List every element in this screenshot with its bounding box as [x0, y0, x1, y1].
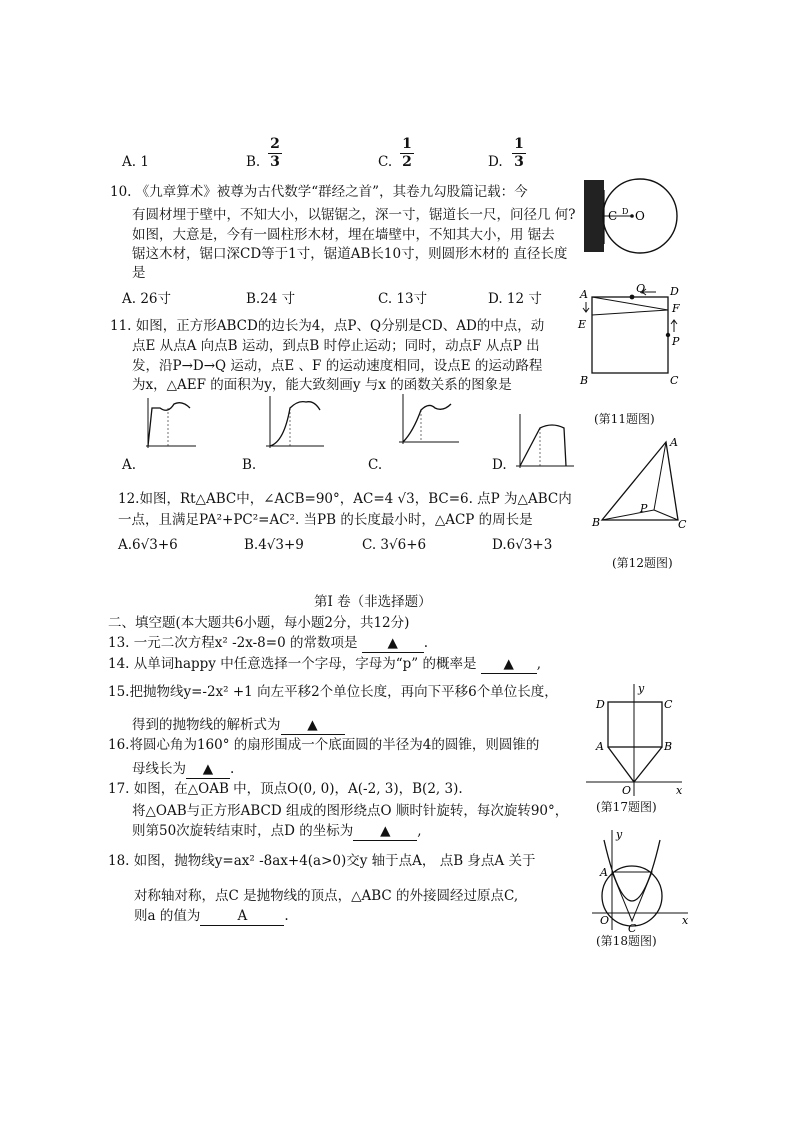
q18-label-o: O [600, 914, 610, 927]
q11-line-af [592, 297, 668, 310]
q10-line-1: 10. 《九章算术》被尊为古代数学“群经之首”，其卷九勾股篇记载：今 [110, 184, 528, 200]
q17-label-o: O [622, 784, 632, 797]
q18-circumcircle [602, 866, 662, 926]
q11-option-c: C. [368, 457, 383, 473]
q17-line-2: 将△OAB与正方形ABCD 组成的图形绕点O 顺时针旋转，每次旋转90°， [132, 803, 569, 819]
q11-label-q: Q [636, 282, 646, 295]
q15-line-1: 15.把抛物线y=-2x² +1 向左平移2个单位长度，再向下平移6个单位长度， [108, 684, 558, 700]
q12-line-1: 12.如图，Rt△ABC中，∠ACB=90°，AC=4 √3，BC=6. 点P 为△ABC内 [118, 491, 572, 507]
q11-label-d: D [670, 285, 679, 298]
q18-label-c: C [628, 922, 637, 935]
q11-option-b: B. [242, 457, 257, 473]
q12-label-c: C [678, 518, 687, 531]
q12-label-a: A [670, 436, 678, 449]
q9-option-b-fraction: 2 3 [268, 137, 282, 170]
q11-line-2: 点E 从点A 向点B 运动，到点B 时停止运动；同时，动点F 从点P 出 [132, 338, 540, 354]
q12-label-p: P [640, 502, 648, 515]
q11-line-1: 11. 如图，正方形ABCD的边长为4，点P、Q分别是CD、AD的中点，动 [110, 318, 545, 334]
q13-answer-blank[interactable]: ▲ [362, 634, 424, 653]
q11-label-a: A [580, 288, 588, 301]
q11-line-4: 为x，△AEF 的面积为y，能大致刻画y 与x 的函数关系的图象是 [132, 377, 512, 393]
q13-text: 13. 一元二次方程x² -2x-8=0 的常数项是 [108, 635, 358, 651]
q12-label-b: B [592, 516, 601, 529]
q17-label-b: B [664, 740, 673, 753]
q18-answer-blank[interactable]: A [200, 907, 284, 926]
q10-label-c: C [608, 209, 618, 223]
q10-figure [580, 176, 692, 256]
q11-label-c: C [670, 374, 679, 387]
q14-text: 14. 从单词happy 中任意选择一个字母，字母为“p” 的概率是 [108, 656, 477, 672]
q10-option-d: D. 12 寸 [488, 291, 542, 307]
q9-option-c: C. [378, 154, 393, 170]
q17-label-a: A [596, 740, 604, 753]
q11-option-c-graph [395, 392, 463, 450]
q10-label-d: D [622, 207, 629, 216]
q13: 13. 一元二次方程x² -2x-8=0 的常数项是 ▲ . [108, 635, 429, 651]
q18-line-2: 对称轴对称，点C 是抛物线的顶点，△ABC 的外接圆经过原点C, [134, 888, 519, 904]
q12-option-b: B.4√3+9 [244, 537, 304, 553]
q9-option-c-fraction: 1 2 [400, 137, 414, 170]
q17-square [608, 702, 662, 747]
q17-line-3: 则第50次旋转结束时，点D 的坐标为 ▲ , [132, 823, 422, 839]
q10-center-dot [630, 214, 634, 218]
q15-answer-blank[interactable]: ▲ [281, 716, 345, 735]
q18-label-a: A [600, 866, 608, 879]
q11-label-e: E [578, 318, 587, 331]
q12-line-pc [654, 510, 678, 520]
q12-figure [590, 434, 694, 534]
q11-label-f: F [672, 302, 680, 315]
q12-option-a: A.6√3+6 [118, 537, 178, 553]
q12-caption: (第12题图) [612, 556, 673, 570]
q11-line-3: 发，沿P→D→Q 运动，点E 、F 的运动速度相同，设点E 的运动路程 [132, 358, 543, 374]
q17-label-c: C [664, 698, 673, 711]
q11-label-b: B [580, 374, 589, 387]
q10-line-5: 是 [132, 265, 146, 281]
q11-point-p [666, 333, 670, 337]
q11-caption: (第11题图) [594, 412, 655, 426]
q10-option-a: A. 26寸 [122, 291, 172, 307]
q11-figure [574, 280, 686, 388]
q14: 14. 从单词happy 中任意选择一个字母，字母为“p” 的概率是 ▲ , [108, 656, 542, 672]
q18-label-x: x [682, 914, 689, 927]
q11-option-a-graph [140, 396, 200, 454]
q16-answer-blank[interactable]: ▲ [186, 760, 230, 779]
q9-option-d-fraction: 1 3 [512, 137, 526, 170]
q10-line-4: 锯这木材，锯口深CD等于1寸，锯道AB长10寸，则圆形木材的 直径长度 [132, 246, 568, 262]
q12-line-ap [654, 442, 666, 510]
section-title: 第Ⅰ 卷（非选择题） [314, 594, 432, 610]
q17-label-d: D [596, 698, 605, 711]
q16-line-1: 16.将圆心角为160° 的扇形围成一个底面圆的半径为4的圆锥，则圆锥的 [108, 737, 540, 753]
q17-figure [582, 680, 688, 800]
q17-answer-blank[interactable]: ▲ [353, 822, 417, 841]
q11-label-p: P [672, 335, 680, 348]
q10-line-2: 有圆材埋于壁中，不知大小，以锯锯之，深一寸，锯道长一尺，问径几 何? [132, 207, 576, 223]
q9-option-d: D. [488, 154, 503, 170]
q12-option-c: C. 3√6+6 [362, 537, 427, 553]
q17-line-1: 17. 如图，在△OAB 中，顶点O(0, 0)，A(-2, 3)，B(2, 3). [108, 781, 463, 797]
q18-line-1: 18. 如图，抛物线y=ax² -8ax+4(a>0)交y 轴于点A， 点B 身点A 关于 [108, 853, 536, 869]
q10-label-o: O [635, 209, 645, 223]
q11-point-q [630, 295, 635, 300]
q12-option-d: D.6√3+3 [492, 537, 553, 553]
q11-option-d: D. [492, 457, 507, 473]
q10-wall [584, 180, 604, 252]
q12-line-2: 一点，且满足PA²+PC²=AC². 当PB 的长度最小时，△ACP 的周长是 [118, 512, 533, 528]
q17-label-x: x [676, 784, 683, 797]
q11-option-b-graph [262, 392, 328, 454]
q11-line-ef [592, 310, 668, 315]
q17-label-y: y [638, 682, 645, 695]
q11-option-d-graph [512, 410, 578, 472]
q14-answer-blank[interactable]: ▲ [481, 655, 537, 674]
q9-option-a: A. 1 [122, 154, 149, 170]
q10-option-c: C. 13寸 [378, 291, 428, 307]
q10-option-b: B.24 寸 [246, 291, 296, 307]
q18-caption: (第18题图) [596, 934, 657, 948]
q18-triangle [612, 872, 652, 921]
section-heading: 二、填空题(本大题共6小题，每小题2分，共12分) [108, 615, 410, 631]
q18-label-y: y [616, 828, 623, 841]
q11-option-a: A. [122, 457, 137, 473]
q15-line-2: 得到的抛物线的解析式为 ▲ [132, 716, 345, 735]
q16-line-2: 母线长为 ▲ . [132, 761, 235, 777]
q17-caption: (第17题图) [596, 800, 657, 814]
q18-figure [588, 826, 692, 936]
q17-triangle [608, 747, 662, 782]
q9-option-b: B. [246, 154, 261, 170]
q10-line-3: 如图，大意是，今有一圆柱形木材，埋在墙壁中，不知其大小，用 锯去 [132, 227, 555, 243]
q18-line-3: 则a 的值为 A . [134, 908, 289, 924]
